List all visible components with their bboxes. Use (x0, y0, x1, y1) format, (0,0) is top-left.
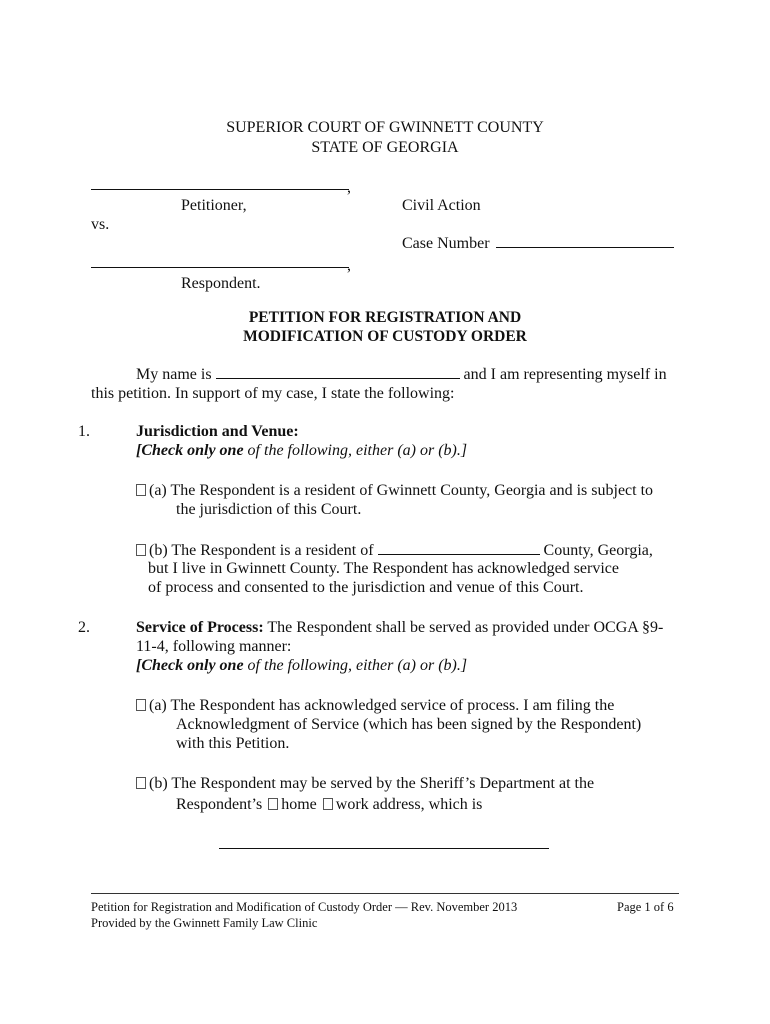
versus-label: vs. (91, 216, 110, 233)
intro-line1 (136, 364, 667, 384)
section2-option-b (136, 774, 594, 793)
section2-heading-rest: The Respondent shall be served as provided under OCGA §9- (263, 619, 664, 636)
section1-instruction-bold: [Check only one (136, 442, 244, 459)
case-number-line[interactable] (496, 247, 674, 248)
state-name: STATE OF GEORGIA (311, 139, 459, 156)
section2-instruction-rest: of the following, either (a) or (b).] (243, 657, 468, 674)
section2-option-a-line3: with this Petition. (176, 735, 290, 752)
section1-option-a (136, 481, 653, 500)
section1-option-b (136, 540, 653, 560)
section1-number: 1. (78, 423, 90, 440)
section1-instruction-rest: of the following, either (a) or (b).] (243, 442, 468, 459)
section1-option-a-line1: (a) The Respondent is a resident of Gwinnett County, Georgia and is subject to (149, 482, 654, 499)
civil-action-label: Civil Action (402, 197, 481, 214)
home-label: home (281, 796, 317, 813)
work-address-checkbox[interactable] (323, 798, 333, 810)
petition-title-line1: PETITION FOR REGISTRATION AND (248, 309, 522, 326)
address-line[interactable] (219, 848, 549, 849)
petitioner-name-line[interactable] (91, 189, 349, 190)
section2-option-a-line2: Acknowledgment of Service (which has been signed by the Respondent) (176, 716, 642, 733)
section2-instruction (136, 656, 467, 675)
respondent-name-line[interactable] (91, 267, 349, 268)
section1-option-b-checkbox[interactable] (136, 544, 146, 556)
section2-instruction-bold: [Check only one (136, 657, 244, 674)
intro-line2: this petition. In support of my case, I state the following: (91, 385, 455, 402)
section1-option-b-line3: of process and consented to the jurisdiction and venue of this Court. (148, 579, 584, 596)
section1-option-b-line2: but I live in Gwinnett County. The Respondent has acknowledged service (148, 560, 620, 577)
my-name-field[interactable] (216, 364, 460, 379)
home-checkbox[interactable] (268, 798, 278, 810)
section2-option-b-line1: (b) The Respondent may be served by the Sheriff’s Department at the (149, 775, 595, 792)
section1-option-a-line2: the jurisdiction of this Court. (176, 501, 362, 518)
my-name-is-text: My name is (136, 366, 212, 383)
footer-provided-by: Provided by the Gwinnett Family Law Clinic (91, 916, 318, 930)
petitioner-label: Petitioner, (181, 197, 247, 214)
case-number-label: Case Number (402, 235, 490, 252)
footer-form-title: Petition for Registration and Modification of Custody Order — Rev. November 2013 (91, 900, 518, 914)
respondent-comma: , (347, 257, 351, 274)
section2-heading: Service of Process: (136, 619, 264, 636)
section2-option-a-line1: (a) The Respondent has acknowledged service of process. I am filing the (149, 697, 615, 714)
footer-divider (91, 893, 679, 894)
petition-title-line2: MODIFICATION OF CUSTODY ORDER (243, 328, 527, 345)
respondents-text: Respondent’s (176, 796, 263, 813)
county-field[interactable] (378, 540, 540, 555)
respondent-label: Respondent. (181, 275, 261, 292)
section1-heading: Jurisdiction and Venue: (136, 423, 299, 440)
section2-option-b-line2 (176, 795, 482, 814)
court-name: SUPERIOR COURT OF GWINNETT COUNTY (226, 119, 544, 136)
petitioner-comma: , (347, 179, 351, 196)
section1-option-a-checkbox[interactable] (136, 484, 146, 496)
section2-option-a-checkbox[interactable] (136, 699, 146, 711)
section1-instruction (136, 441, 467, 460)
section1-option-b-line1-end: County, Georgia, (543, 542, 653, 559)
work-address-label: work address, which is (335, 796, 483, 813)
section2-option-a (136, 696, 614, 715)
section2-number: 2. (78, 619, 90, 636)
section2-option-b-checkbox[interactable] (136, 777, 146, 789)
footer-page-number: Page 1 of 6 (617, 900, 674, 914)
section2-line2: 11-4, following manner: (136, 638, 292, 655)
section1-option-b-line1-start: (b) The Respondent is a resident of (149, 542, 374, 559)
representing-text: and I am representing myself in (463, 366, 667, 383)
section2-heading-line (136, 618, 663, 637)
